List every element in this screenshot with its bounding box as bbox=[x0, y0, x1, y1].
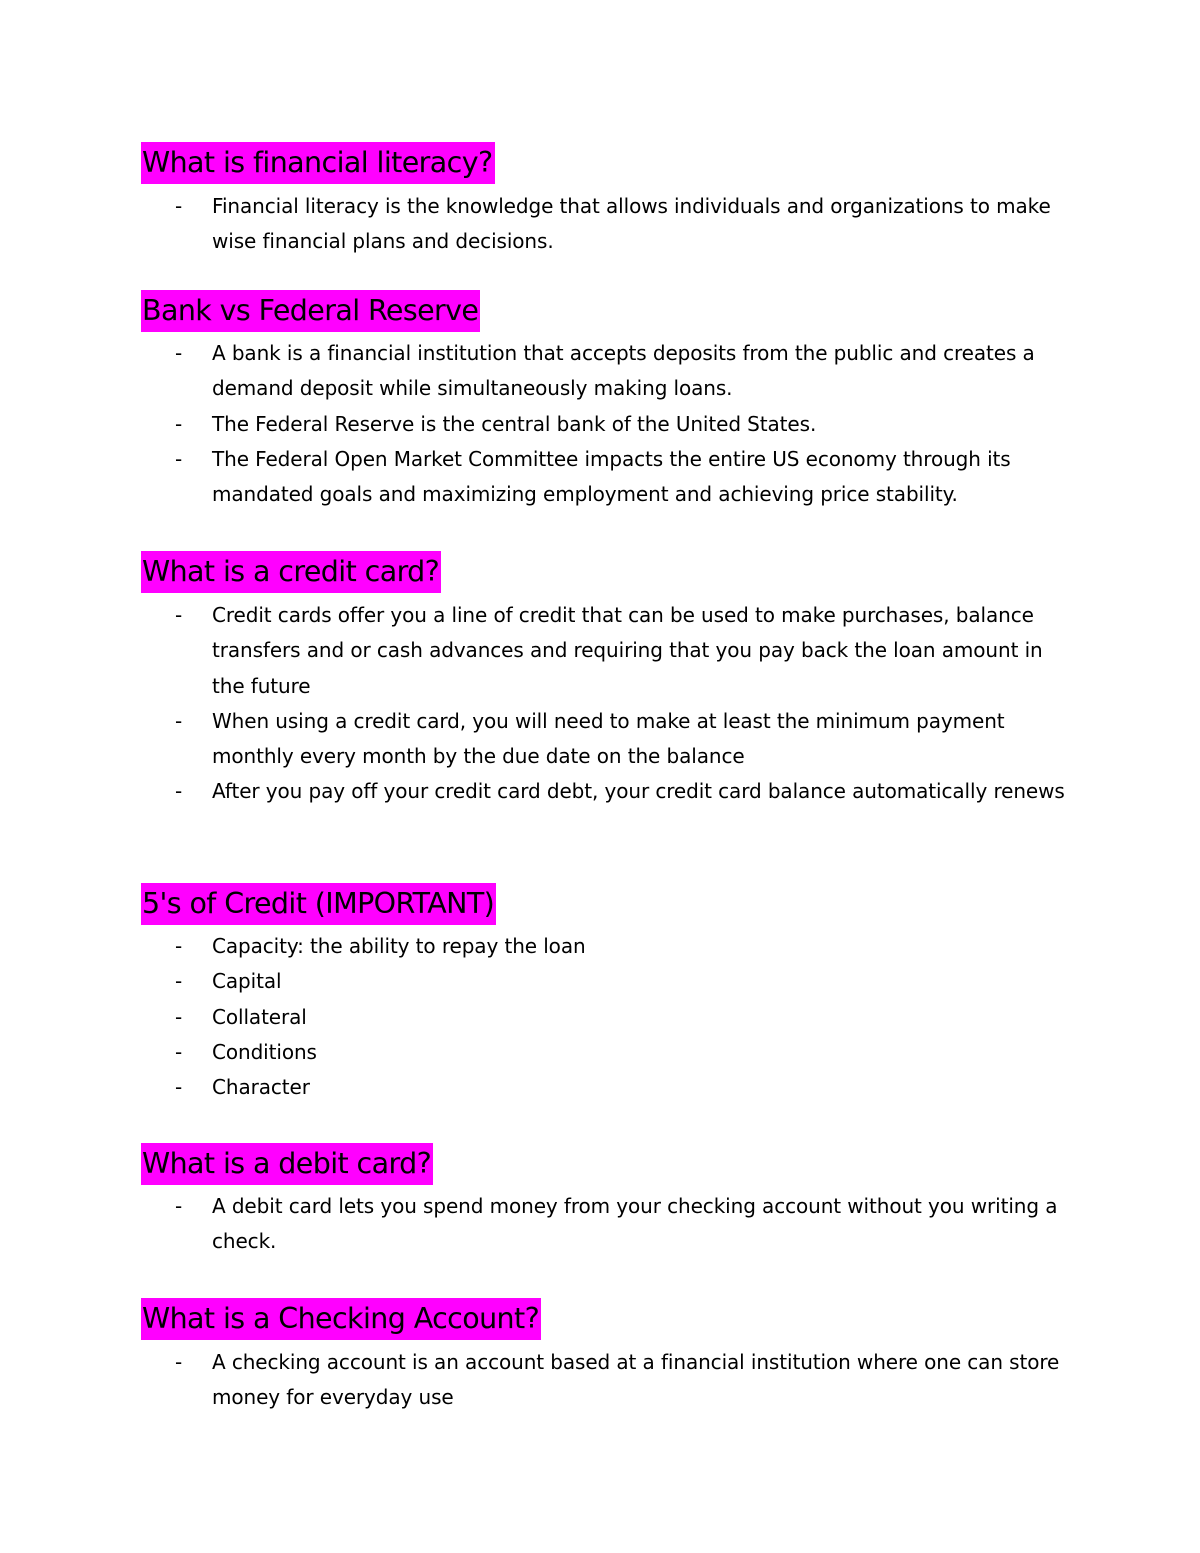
bullet-text: Financial literacy is the knowledge that allows individuals and organizations to make wise financial plans and decisions. bbox=[212, 194, 1051, 254]
section-heading-5s-of-credit: 5's of Credit (IMPORTANT) bbox=[141, 883, 496, 925]
section-heading-bank-vs-federal-reserve: Bank vs Federal Reserve bbox=[141, 290, 480, 332]
bullet-dash: - bbox=[175, 1004, 183, 1029]
bullet-text: Credit cards offer you a line of credit that can be used to make purchases, balance transfers and or cash advances and requiring that you pay back the loan amount in the future bbox=[212, 603, 1043, 698]
bullet-text: Capital bbox=[212, 969, 282, 994]
list-item bbox=[0, 1070, 1072, 1105]
bullet-dash: - bbox=[175, 934, 183, 958]
bullet-list-5s-of-credit bbox=[0, 929, 1200, 1105]
bullet-dash: - bbox=[175, 779, 183, 804]
bullet-text: The Federal Open Market Committee impacts the entire US economy through its mandated goals and maximizing employment and achieving price stability. bbox=[212, 446, 1011, 507]
list-item bbox=[0, 704, 1072, 775]
list-item bbox=[0, 336, 1072, 407]
bullet-text: When using a credit card, you will need to make at least the minimum payment monthly every month by the due date on the balance bbox=[212, 708, 1005, 769]
bullet-text: Conditions bbox=[212, 1039, 317, 1064]
section-heading-checking-account: What is a Checking Account? bbox=[141, 1298, 541, 1340]
bullet-list-financial-literacy bbox=[0, 189, 1200, 260]
bullet-text: The Federal Reserve is the central bank of the United States. bbox=[212, 411, 817, 436]
list-item bbox=[0, 1000, 1072, 1035]
list-item bbox=[0, 774, 1072, 809]
bullet-list-checking-account bbox=[0, 1345, 1200, 1416]
list-item bbox=[0, 407, 1072, 442]
bullet-dash: - bbox=[175, 1194, 183, 1218]
bullet-text: A checking account is an account based at a financial institution where one can store money for everyday use bbox=[212, 1350, 1060, 1410]
list-item bbox=[0, 598, 1072, 704]
bullet-text: Capacity: the ability to repay the loan bbox=[212, 934, 586, 958]
list-item bbox=[0, 442, 1072, 513]
bullet-dash: - bbox=[175, 603, 183, 627]
bullet-text: Collateral bbox=[212, 1004, 307, 1029]
bullet-dash: - bbox=[175, 708, 183, 733]
bullet-dash: - bbox=[175, 446, 183, 471]
list-item bbox=[0, 929, 1072, 964]
bullet-dash: - bbox=[175, 411, 183, 436]
bullet-text: A bank is a financial institution that accepts deposits from the public and creates a demand deposit while simultaneously making loans. bbox=[212, 341, 1035, 401]
bullet-dash: - bbox=[175, 1039, 183, 1064]
section-heading-credit-card: What is a credit card? bbox=[141, 551, 441, 593]
list-item bbox=[0, 1345, 1072, 1416]
bullet-text: A debit card lets you spend money from your checking account without you writing a check. bbox=[212, 1194, 1058, 1254]
bullet-dash: - bbox=[175, 341, 183, 365]
bullet-list-bank-vs-federal-reserve bbox=[0, 336, 1200, 512]
section-heading-debit-card: What is a debit card? bbox=[141, 1143, 433, 1185]
bullet-dash: - bbox=[175, 969, 183, 994]
list-item bbox=[0, 1189, 1072, 1260]
list-item bbox=[0, 1035, 1072, 1070]
list-item bbox=[0, 964, 1072, 999]
bullet-dash: - bbox=[175, 1075, 183, 1100]
bullet-list-debit-card bbox=[0, 1189, 1200, 1260]
bullet-list-credit-card bbox=[0, 598, 1200, 810]
bullet-text: Character bbox=[212, 1075, 310, 1100]
bullet-dash: - bbox=[175, 1350, 183, 1374]
bullet-dash: - bbox=[175, 194, 183, 218]
section-heading-financial-literacy: What is financial literacy? bbox=[141, 142, 495, 184]
bullet-text: After you pay off your credit card debt, your credit card balance automatically renews bbox=[212, 779, 1065, 804]
list-item bbox=[0, 189, 1072, 260]
